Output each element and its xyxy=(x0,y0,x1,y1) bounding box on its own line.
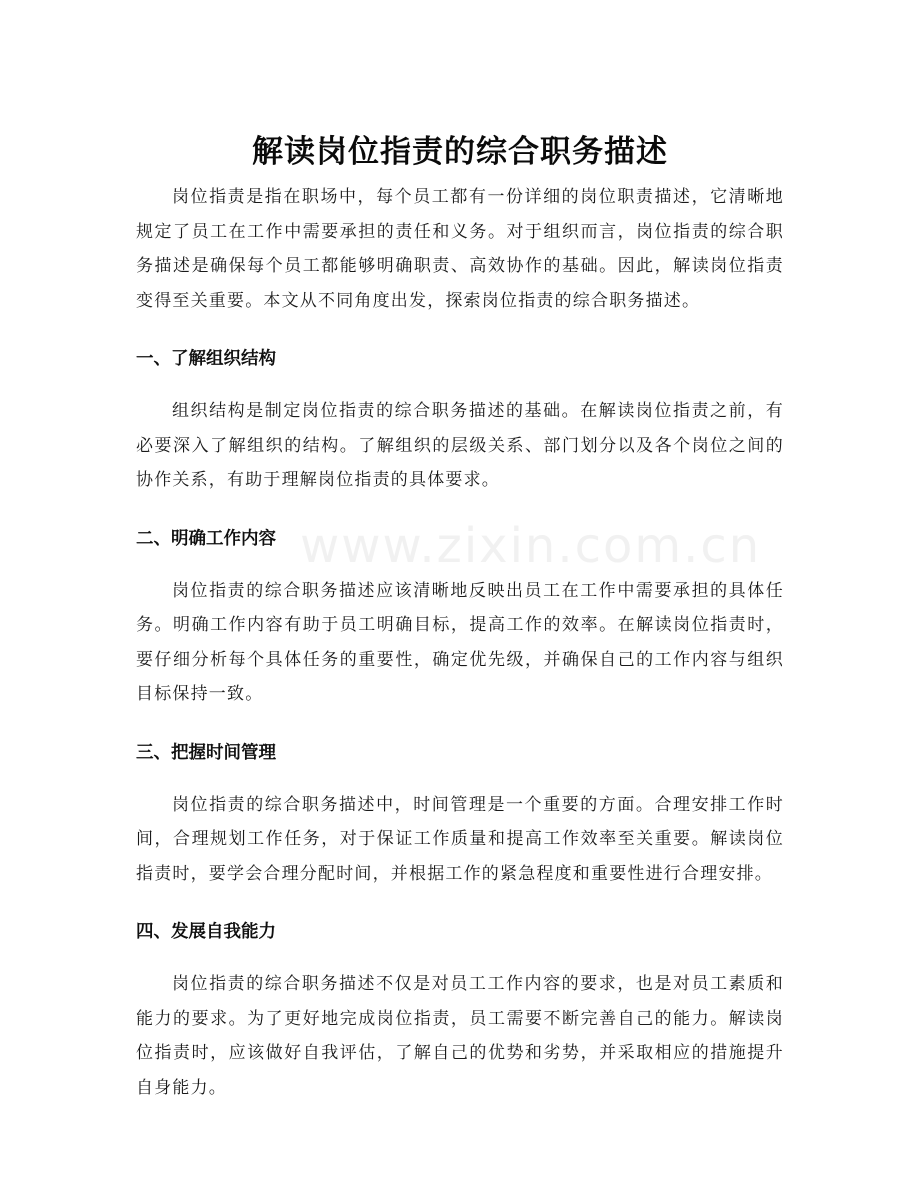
document-body xyxy=(136,180,784,1105)
section-heading-2: 二、明确工作内容 xyxy=(136,528,276,549)
section-body-4: 岗位指责的综合职务描述不仅是对员工工作内容的要求，也是对员工素质和能力的要求。为了更好地完成岗位指责，员工需要不断完善自己的能力。解读岗位指责时，应该做好自我评估，了解自己的优势和劣势，并采取相应的措施提升自身能力。 xyxy=(136,974,784,1098)
intro-paragraph: 岗位指责是指在职场中，每个员工都有一份详细的岗位职责描述，它清晰地规定了员工在工作中需要承担的责任和义务。对于组织而言，岗位指责的综合职务描述是确保每个员工都能够明确职责、高效协作的基础。因此，解读岗位指责变得至关重要。本文从不同角度出发，探索岗位指责的综合职务描述。 xyxy=(136,187,784,311)
section-heading-4: 四、发展自我能力 xyxy=(136,922,276,942)
page-title: 解读岗位指责的综合职务描述 xyxy=(252,133,668,170)
section-body-3: 岗位指责的综合职务描述中，时间管理是一个重要的方面。合理安排工作时间，合理规划工作任务，对于保证工作质量和提高工作效率至关重要。解读岗位指责时，要学会合理分配时间，并根据工作的紧急程度和重要性进行合理安排。 xyxy=(136,794,784,884)
section-body-2: 岗位指责的综合职务描述应该清晰地反映出员工在工作中需要承担的具体任务。明确工作内容有助于员工明确目标，提高工作的效率。在解读岗位指责时，要仔细分析每个具体任务的重要性，确定优先级，并确保自己的工作内容与组织目标保持一致。 xyxy=(136,580,784,704)
section-heading-1: 一、了解组织结构 xyxy=(136,349,276,369)
section-body-1: 组织结构是制定岗位指责的综合职务描述的基础。在解读岗位指责之前，有必要深入了解组织的结构。了解组织的层级关系、部门划分以及各个岗位之间的协作关系，有助于理解岗位指责的具体要求。 xyxy=(136,401,784,490)
watermark: www.zixin.com.cn xyxy=(300,518,762,574)
section-heading-3: 三、把握时间管理 xyxy=(136,742,276,763)
